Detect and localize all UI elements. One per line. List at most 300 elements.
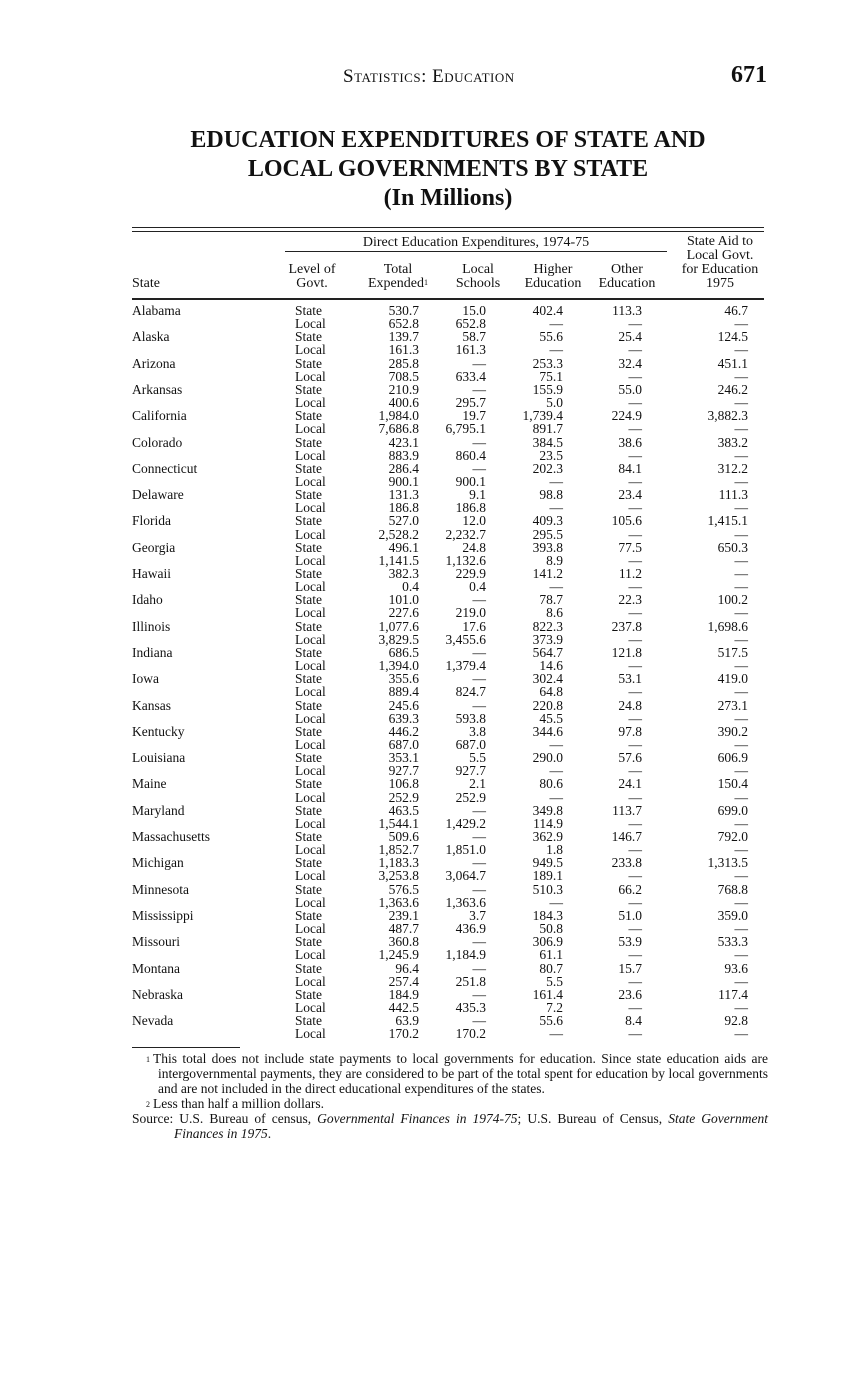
- level-of-govt-cell: Local: [295, 789, 326, 805]
- other-education-cell: 15.7: [618, 960, 642, 976]
- total-expended-cell: 509.6: [388, 829, 419, 844]
- total-expended-cell: 170.2: [388, 1026, 419, 1042]
- table-row: [0, 791, 859, 804]
- state-aid-cell: —: [734, 605, 748, 621]
- other-education-cell: —: [628, 894, 642, 910]
- higher-education-cell: —: [549, 894, 563, 910]
- higher-education-cell: 306.9: [532, 934, 563, 950]
- level-of-govt-cell: State: [295, 881, 322, 897]
- local-schools-cell: 1,429.2: [445, 815, 486, 831]
- table-row: [0, 317, 859, 330]
- table-row: [0, 1014, 859, 1027]
- footnote-marker: 1: [146, 1055, 150, 1064]
- higher-education-cell: —: [549, 316, 563, 332]
- table-row: [0, 580, 859, 593]
- other-education-cell: —: [628, 552, 642, 568]
- level-of-govt-cell: State: [295, 671, 322, 687]
- source-title: State Government Finances in 1975: [174, 1111, 768, 1141]
- level-of-govt-cell: Local: [295, 421, 326, 437]
- state-aid-cell: 273.1: [717, 697, 748, 713]
- source-text: Source: U.S. Bureau of census,: [132, 1111, 318, 1126]
- state-name-cell: Indiana: [132, 644, 173, 660]
- table-row: [0, 856, 859, 869]
- level-of-govt-cell: Local: [295, 947, 326, 963]
- higher-education-cell: —: [549, 473, 563, 489]
- level-of-govt-cell: Local: [295, 500, 326, 516]
- local-schools-cell: —: [472, 381, 486, 397]
- table-top-rule: [132, 227, 764, 228]
- table-row: [0, 383, 859, 396]
- total-expended-cell: 353.1: [388, 750, 419, 766]
- local-schools-cell: —: [472, 644, 486, 660]
- state-aid-cell: 390.2: [717, 723, 748, 739]
- state-aid-cell: —: [734, 421, 748, 437]
- total-expended-cell: 446.2: [388, 723, 419, 739]
- table-row: [0, 659, 859, 672]
- total-expended-cell: 360.8: [388, 934, 419, 950]
- local-schools-cell: —: [472, 960, 486, 976]
- total-expended-cell: 2,528.2: [378, 526, 419, 542]
- level-of-govt-cell: State: [295, 802, 322, 818]
- other-education-cell: 113.7: [612, 802, 642, 818]
- table-row: [0, 948, 859, 961]
- state-aid-cell: 124.5: [717, 329, 748, 345]
- state-aid-cell: 517.5: [717, 644, 748, 660]
- state-aid-cell: —: [734, 500, 748, 516]
- other-education-cell: 25.4: [618, 329, 642, 345]
- table-row: [0, 896, 859, 909]
- total-expended-cell: 883.9: [388, 447, 419, 463]
- footnote-marker: 2: [146, 1100, 150, 1109]
- total-expended-cell: 686.5: [388, 644, 419, 660]
- higher-education-cell: 393.8: [532, 539, 563, 555]
- direct-expenditures-rule: [285, 251, 667, 252]
- other-education-cell: 97.8: [618, 723, 642, 739]
- state-name-cell: Missouri: [132, 934, 181, 950]
- other-education-cell: 32.4: [618, 355, 642, 371]
- total-expended-cell: 161.3: [388, 342, 419, 358]
- higher-education-cell: 8.6: [546, 605, 563, 621]
- other-education-cell: —: [628, 921, 642, 937]
- other-education-cell: —: [628, 447, 642, 463]
- level-of-govt-cell: State: [295, 566, 322, 581]
- higher-education-cell: 98.8: [539, 487, 563, 503]
- level-of-govt-cell: State: [295, 776, 322, 792]
- table-row: [0, 830, 859, 843]
- state-aid-cell: —: [734, 894, 748, 910]
- level-of-govt-cell: State: [295, 960, 322, 976]
- state-aid-cell: —: [734, 1026, 748, 1042]
- local-schools-cell: 252.9: [455, 789, 486, 805]
- higher-education-cell: —: [549, 763, 563, 779]
- table-row: [0, 488, 859, 501]
- other-education-cell: 233.8: [611, 855, 642, 871]
- level-of-govt-cell: Local: [295, 973, 326, 989]
- state-aid-cell: —: [734, 552, 748, 568]
- total-expended-cell: 530.7: [388, 303, 419, 318]
- table-row: [0, 436, 859, 449]
- other-education-cell: 237.8: [611, 618, 642, 634]
- local-schools-cell: 927.7: [455, 763, 486, 779]
- level-of-govt-cell: Local: [295, 815, 326, 831]
- higher-education-cell: 75.1: [539, 368, 563, 384]
- table-row: [0, 1027, 859, 1040]
- local-schools-cell: —: [472, 1013, 486, 1029]
- total-expended-cell: 687.0: [388, 736, 419, 752]
- state-name-cell: Arizona: [132, 355, 176, 371]
- footnotes: [132, 1051, 768, 1141]
- source-title: Governmental Finances in 1974-75: [317, 1111, 518, 1126]
- total-expended-cell: 576.5: [388, 881, 419, 897]
- state-aid-cell: 117.4: [718, 986, 748, 1002]
- state-aid-cell: —: [734, 921, 748, 937]
- higher-education-cell: —: [549, 579, 563, 595]
- level-of-govt-cell: State: [295, 697, 322, 713]
- other-education-cell: —: [628, 789, 642, 805]
- level-of-govt-cell: Local: [295, 868, 326, 884]
- local-schools-cell: —: [472, 697, 486, 713]
- total-expended-cell: 285.8: [388, 355, 419, 371]
- local-schools-cell: —: [472, 986, 486, 1002]
- level-of-govt-cell: Local: [295, 736, 326, 752]
- state-aid-cell: —: [734, 395, 748, 411]
- level-of-govt-cell: Local: [295, 894, 326, 910]
- level-of-govt-cell: Local: [295, 921, 326, 937]
- higher-education-cell: 155.9: [532, 381, 563, 397]
- state-name-cell: Kentucky: [132, 723, 185, 739]
- level-of-govt-cell: Local: [295, 526, 326, 542]
- state-aid-cell: —: [734, 763, 748, 779]
- total-expended-cell: 139.7: [388, 329, 419, 345]
- higher-education-cell: 23.5: [539, 447, 563, 463]
- level-of-govt-cell: State: [295, 408, 322, 424]
- table-row: [0, 672, 859, 685]
- level-of-govt-cell: State: [295, 539, 322, 555]
- level-of-govt-cell: State: [295, 1013, 322, 1029]
- local-schools-cell: 1,184.9: [445, 947, 486, 963]
- footnote-marker: 1: [423, 278, 428, 287]
- title-line-3: (In Millions): [383, 185, 513, 211]
- higher-education-cell: —: [549, 1026, 563, 1042]
- table-row: [0, 475, 859, 488]
- state-aid-cell: —: [734, 473, 748, 489]
- other-education-cell: 66.2: [618, 881, 642, 897]
- higher-education-cell: 61.1: [539, 947, 563, 963]
- higher-education-cell: 80.6: [539, 776, 563, 792]
- level-of-govt-cell: Local: [295, 342, 326, 358]
- state-name-cell: Maine: [132, 776, 167, 792]
- level-of-govt-cell: Local: [295, 316, 326, 332]
- state-name-cell: Alabama: [132, 303, 181, 318]
- local-schools-cell: 900.1: [455, 473, 486, 489]
- level-of-govt-cell: Local: [295, 395, 326, 411]
- total-expended-cell: 239.1: [388, 907, 419, 923]
- state-name-cell: Hawaii: [132, 566, 171, 581]
- state-aid-cell: —: [734, 868, 748, 884]
- level-of-govt-cell: Local: [295, 1026, 326, 1042]
- local-schools-cell: 6,795.1: [445, 421, 486, 437]
- higher-education-cell: 55.6: [539, 1013, 563, 1029]
- higher-education-cell: 5.0: [546, 395, 563, 411]
- local-schools-cell: 15.0: [462, 303, 486, 318]
- table-row: [0, 462, 859, 475]
- higher-education-cell: 45.5: [539, 710, 563, 726]
- level-of-govt-cell: Local: [295, 552, 326, 568]
- level-of-govt-cell: Local: [295, 473, 326, 489]
- level-header-line: Govt.: [296, 276, 328, 291]
- other-education-cell: —: [628, 473, 642, 489]
- local-schools-cell: 251.8: [455, 973, 486, 989]
- table-row: [0, 409, 859, 422]
- state-name-cell: Maryland: [132, 802, 185, 818]
- section-header: Statistics: Education: [343, 66, 515, 87]
- table-row: [0, 449, 859, 462]
- state-aid-cell: 1,698.6: [707, 618, 748, 634]
- total-expended-cell: 227.6: [388, 605, 419, 621]
- state-aid-header-line: 1975: [706, 276, 734, 291]
- state-aid-cell: 606.9: [717, 750, 748, 766]
- higher-education-cell: —: [549, 500, 563, 516]
- total-expended-cell: 1,183.3: [378, 855, 419, 871]
- level-of-govt-cell: State: [295, 460, 322, 476]
- other-education-cell: —: [628, 316, 642, 332]
- state-name-cell: Florida: [132, 513, 171, 529]
- state-aid-cell: —: [734, 342, 748, 358]
- total-header-line: [358, 277, 438, 291]
- other-education-cell: 121.8: [611, 644, 642, 660]
- table-row: [0, 422, 859, 435]
- state-aid-cell: 92.8: [724, 1013, 748, 1029]
- state-aid-cell: 150.4: [717, 776, 748, 792]
- source-note: [132, 1111, 768, 1141]
- other-education-cell: 8.4: [625, 1013, 642, 1029]
- other-education-cell: 53.9: [618, 934, 642, 950]
- local-schools-cell: 17.6: [462, 618, 486, 634]
- local-schools-cell: 435.3: [455, 999, 486, 1015]
- state-name-cell: Mississippi: [132, 907, 194, 923]
- local-schools-cell: —: [472, 592, 486, 608]
- table-row: [0, 593, 859, 606]
- level-of-govt-cell: Local: [295, 684, 326, 700]
- higher-education-cell: 64.8: [539, 684, 563, 700]
- other-education-cell: 24.1: [618, 776, 642, 792]
- other-education-cell: —: [628, 658, 642, 674]
- level-of-govt-cell: State: [295, 355, 322, 371]
- local-schools-cell: 0.4: [469, 579, 486, 595]
- state-aid-cell: —: [734, 999, 748, 1015]
- local-schools-cell: 161.3: [455, 342, 486, 358]
- title-line-1: EDUCATION EXPENDITURES OF STATE AND: [190, 127, 706, 153]
- state-aid-header-line: for Education: [681, 262, 759, 277]
- other-education-cell: 53.1: [618, 671, 642, 687]
- total-expended-cell: 257.4: [388, 973, 419, 989]
- higher-education-cell: 8.9: [546, 552, 563, 568]
- total-expended-cell: 286.4: [388, 460, 419, 476]
- state-aid-cell: —: [734, 684, 748, 700]
- footnote-1: [132, 1051, 768, 1096]
- higher-education-cell: 55.6: [539, 329, 563, 345]
- table-row: [0, 685, 859, 698]
- other-education-cell: —: [628, 736, 642, 752]
- state-aid-cell: 1,415.1: [707, 513, 748, 529]
- total-expended-cell: 496.1: [388, 539, 419, 555]
- table-row: [0, 988, 859, 1001]
- higher-education-cell: 161.4: [532, 986, 563, 1002]
- table-row: [0, 554, 859, 567]
- other-education-cell: 23.6: [618, 986, 642, 1002]
- higher-header-line: Education: [524, 276, 582, 291]
- table-row: [0, 606, 859, 619]
- local-schools-cell: —: [472, 460, 486, 476]
- page-number: 671: [731, 62, 767, 88]
- footnote-1-text: This total does not include state payments to local governments for education. Since state education aids are intergovernmental payments, they are considered to be part of the total spent for education by local governments and are not included in the direct educational expenditures of the states.: [153, 1051, 768, 1096]
- table-row: [0, 501, 859, 514]
- local-schools-cell: 860.4: [455, 447, 486, 463]
- local-schools-cell: 3,455.6: [445, 631, 486, 647]
- local-schools-cell: 1,132.6: [445, 552, 486, 568]
- higher-education-cell: 402.4: [532, 303, 563, 318]
- higher-education-cell: 78.7: [539, 592, 563, 608]
- state-aid-cell: —: [734, 566, 748, 581]
- other-education-cell: —: [628, 579, 642, 595]
- state-aid-cell: 650.3: [717, 539, 748, 555]
- table-row: [0, 620, 859, 633]
- source-text: .: [267, 1126, 272, 1141]
- state-name-cell: Nebraska: [132, 986, 183, 1002]
- state-aid-cell: 246.2: [717, 381, 748, 397]
- local-schools-cell: —: [472, 434, 486, 450]
- higher-education-cell: 7.2: [546, 999, 563, 1015]
- higher-education-cell: —: [549, 736, 563, 752]
- other-education-cell: —: [628, 1026, 642, 1042]
- table-row: [0, 804, 859, 817]
- level-of-govt-cell: Local: [295, 605, 326, 621]
- header-bottom-rule: [132, 298, 764, 300]
- state-aid-cell: 111.3: [718, 487, 748, 503]
- state-name-cell: Minnesota: [132, 881, 189, 897]
- other-education-cell: 105.6: [611, 513, 642, 529]
- level-of-govt-cell: Local: [295, 763, 326, 779]
- other-education-column-header: [592, 263, 662, 291]
- level-of-govt-cell: Local: [295, 631, 326, 647]
- state-aid-cell: —: [734, 658, 748, 674]
- other-education-cell: 55.0: [618, 381, 642, 397]
- table-row: [0, 514, 859, 527]
- total-expended-cell: 889.4: [388, 684, 419, 700]
- total-expended-cell: 463.5: [388, 802, 419, 818]
- higher-education-cell: 891.7: [532, 421, 563, 437]
- total-expended-cell: 186.8: [388, 500, 419, 516]
- state-aid-header: [666, 235, 774, 291]
- higher-education-cell: 1.8: [546, 842, 563, 858]
- higher-education-cell: 302.4: [532, 671, 563, 687]
- state-aid-cell: —: [734, 316, 748, 332]
- total-expended-cell: 652.8: [388, 316, 419, 332]
- other-education-cell: —: [628, 368, 642, 384]
- table-row: [0, 817, 859, 830]
- state-aid-cell: —: [734, 973, 748, 989]
- higher-education-column-header: [512, 263, 594, 291]
- level-of-govt-cell: State: [295, 487, 322, 503]
- state-aid-cell: 383.2: [717, 434, 748, 450]
- higher-education-cell: 295.5: [532, 526, 563, 542]
- local-schools-cell: 1,851.0: [445, 842, 486, 858]
- other-education-cell: 84.1: [618, 460, 642, 476]
- state-aid-cell: —: [734, 842, 748, 858]
- table-row: [0, 843, 859, 856]
- level-of-govt-cell: Local: [295, 999, 326, 1015]
- higher-education-cell: 362.9: [532, 829, 563, 844]
- total-expended-cell: 7,686.8: [378, 421, 419, 437]
- state-name-cell: California: [132, 408, 187, 424]
- state-name-cell: Arkansas: [132, 381, 183, 397]
- table-row: [0, 343, 859, 356]
- higher-education-cell: 184.3: [532, 907, 563, 923]
- higher-education-cell: —: [549, 789, 563, 805]
- state-name-cell: Montana: [132, 960, 180, 976]
- total-expended-cell: 210.9: [388, 381, 419, 397]
- local-schools-cell: 12.0: [462, 513, 486, 529]
- table-row: [0, 751, 859, 764]
- state-aid-cell: 359.0: [717, 907, 748, 923]
- total-expended-cell: 101.0: [388, 592, 419, 608]
- total-expended-cell: 900.1: [388, 473, 419, 489]
- other-education-cell: 224.9: [611, 408, 642, 424]
- total-expended-cell: 927.7: [388, 763, 419, 779]
- table-row: [0, 396, 859, 409]
- local-schools-cell: —: [472, 671, 486, 687]
- state-aid-cell: —: [734, 789, 748, 805]
- other-education-cell: 113.3: [612, 303, 642, 318]
- local-schools-cell: 186.8: [455, 500, 486, 516]
- other-education-cell: 51.0: [618, 907, 642, 923]
- level-of-govt-cell: State: [295, 592, 322, 608]
- table-row: [0, 357, 859, 370]
- state-aid-cell: 792.0: [717, 829, 748, 844]
- level-of-govt-cell: State: [295, 513, 322, 529]
- other-education-cell: —: [628, 526, 642, 542]
- state-name-cell: Alaska: [132, 329, 170, 345]
- total-expended-cell: 252.9: [388, 789, 419, 805]
- state-name-cell: Idaho: [132, 592, 163, 608]
- other-education-cell: —: [628, 631, 642, 647]
- local-schools-cell: 229.9: [455, 566, 486, 581]
- table-row: [0, 725, 859, 738]
- source-text: ; U.S. Bureau of Census,: [517, 1111, 669, 1126]
- local-schools-column-header: [448, 263, 508, 291]
- local-schools-cell: 3,064.7: [445, 868, 486, 884]
- level-of-govt-cell: State: [295, 303, 322, 318]
- total-expended-cell: 423.1: [388, 434, 419, 450]
- higher-education-cell: 141.2: [532, 566, 563, 581]
- level-of-govt-cell: State: [295, 907, 322, 923]
- table-row: [0, 922, 859, 935]
- higher-education-cell: 80.7: [539, 960, 563, 976]
- total-expended-cell: 1,544.1: [378, 815, 419, 831]
- local-schools-cell: —: [472, 829, 486, 844]
- total-expended-cell: 1,984.0: [378, 408, 419, 424]
- table-row: [0, 962, 859, 975]
- state-name-cell: Louisiana: [132, 750, 186, 766]
- state-name-cell: Nevada: [132, 1013, 174, 1029]
- table-row: [0, 330, 859, 343]
- local-schools-cell: 436.9: [455, 921, 486, 937]
- state-aid-cell: —: [734, 947, 748, 963]
- local-header-line: Local: [462, 262, 494, 277]
- table-row: [0, 909, 859, 922]
- local-schools-cell: 219.0: [455, 605, 486, 621]
- total-expended-cell: 442.5: [388, 999, 419, 1015]
